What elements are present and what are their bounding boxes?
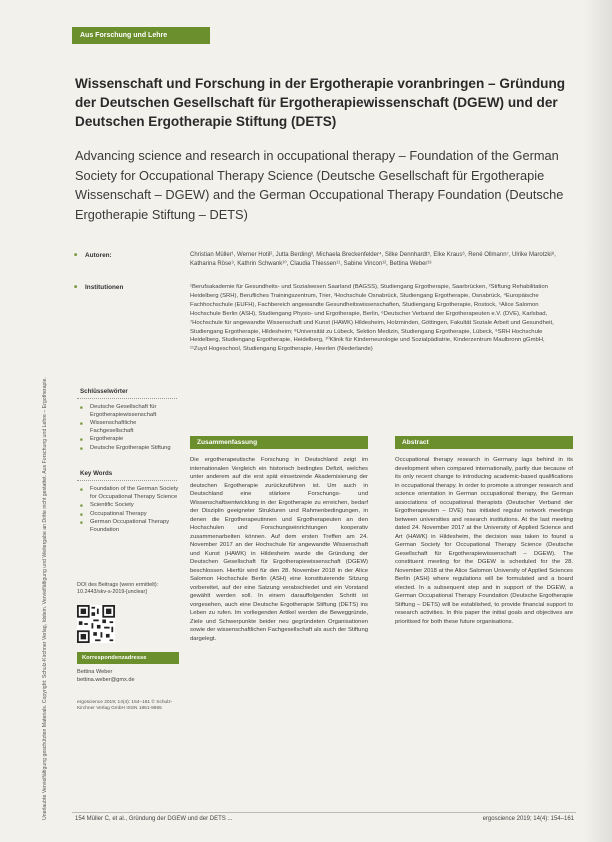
keywords-german-heading: Schlüsselwörter: [80, 388, 128, 395]
keyword-item: ■ German Occupational Therapy Foundation: [80, 519, 180, 534]
keyword-item: ■ Foundation of the German Society for Occupational Therapy Science: [80, 486, 180, 501]
keyword-item: ■ Occupational Therapy: [80, 511, 180, 519]
correspondence-heading: Korrespondenzadresse: [77, 652, 179, 664]
keyword-item: ■ Wissenschaftliche Fachgesellschaft: [80, 420, 180, 435]
keywords-english-heading: Key Words: [80, 470, 113, 477]
institution-list: ¹Berufsakademie für Gesundheits- und Sozialwesen Saarland (BAGSS), Studiengang Ergotherapie, Saarbrücken, ²Stiftung Rehabilitation Heidelberg (SRH), Berufliches Trainingszentrum, Trier, ³Hochschule Osnabrück, Studiengang Ergotherapie, Osnabrück, ⁴Europäische Fachhochschule (EUFH), Fachbereich angewandte Gesundheitswissenschaften, Studiengang Ergotherapie, Rostock, ⁵Alice Salomon Hochschule Berlin (ASH), Studiengang Physio- und Ergotherapie, Berlin, ⁶Deutscher Verband der Ergotherapeuten e.V. (DVE), Karlsbad, ⁷Hochschule für angewandte Wissenschaft und Kunst (HAWK) Hildesheim, Holzminden, Göttingen, Fakultät Soziale Arbeit und Gesundheit, Studiengang Ergotherapie, Hildesheim; ⁸Universität zu Lübeck, Sektion Medizin, Studiengang Ergotherapie, Lübeck, ⁹SRH Hochschule Heidelberg, Studiengang Ergotherapie, Heidelberg, ¹⁰Klinik für Kinderneurologie und Sozialpädiatrie, Kinderzentrum Maulbronn gGmbH, ¹¹Zuyd Hogeschool, Studiengang Ergotherapie, Heerlen (Niederlande): [190, 284, 554, 353]
side-note-text: Unerlaubte Vervielfältigung geschützten Materials. Copyright: Schulz-Kirchner Verlag, Idstein. Vervielfältigung und Weitergabe an Dritte nicht gestattet. Aus Forschung und Lehre – Ergotherapie.: [42, 377, 48, 820]
copyright-side-note: [30, 40, 48, 830]
journal-meta: ergoscience 2019; 14(4): 154–161 © Schulz-Kirchner Verlag GmbH ISSN 1861-9665: [77, 700, 173, 712]
keyword-item: ■ Deutsche Gesellschaft für Ergotherapiewissenschaft: [80, 404, 180, 419]
correspondence-address: [77, 669, 179, 684]
zusammenfassung-heading: Zusammenfassung: [190, 436, 368, 449]
doi-citation: DOI des Beitrags (wenn ermittelt): 10.2443/skv-s-2019-[unclear]: [77, 582, 159, 596]
footer-journal-info: ergoscience 2019; 14(4): 154–161: [482, 816, 574, 822]
correspondence-name: Bettina Weber: [77, 669, 113, 675]
footer-citation: 154 Müller C, et al., Gründung der DGEW und der DETS ...: [75, 816, 233, 822]
keyword-item: ■ Ergotherapie: [80, 436, 180, 444]
keyword-item: ■ Deutsche Ergotherapie Stiftung: [80, 445, 180, 453]
abstract-paragraph: Occupational therapy research in Germany lags behind in its development when compared internationally, partly due because of its only recent change to introducing academic-based qualifications in occupational therapy. In order to promote a stronger research and science orientation in German occupational therapy, the German associations of occupational therapists (Deutscher Verband der Ergotherapeuten – DVE) has initiated regular network meetings between universities and research institutions. At the last meeting dated 24. November 2017 at the University of Applied Science and Art (HAWK) in Hildesheim, the decision was taken to found a German Society for Occupational Therapy Science (Deutsche Gesellschaft für Ergotherapiewissenschaft – DGEW). The constituent meeting for the DGEW is scheduled for the 28. November 2018 at the Alice Salomon University of Applied Sciences Berlin (ASH) where regulations will be formulated and a board elected. In a subsequent step and in support of the DGEW, a German Occupational Therapy Foundation (Deutsche Ergotherapie Stiftung – DETS) will be established, to provide financial support to research activities. In this paper the initial goals and objectives are prioritised for both these future organisations.: [395, 457, 573, 625]
title-german: Wissenschaft und Forschung in der Ergotherapie voranbringen – Gründung der Deutschen Gesellschaft für Ergotherapiewissenschaft (DGEW) und der Deutschen Ergotherapie Stiftung (DETS): [75, 76, 566, 129]
authors-label: ■ Autoren:: [74, 252, 112, 259]
title-english: Advancing science and research in occupational therapy – Foundation of the German Society for Occupational Therapy Science (Deutsche Gesellschaft für Ergotherapie Wissenschaft – DGEW) and the German Occupational Therapy Foundation (Deutsche Ergotherapie Stiftung – DETS): [75, 148, 564, 222]
keywords-english-list: [80, 486, 180, 536]
correspondence-email[interactable]: bettina.weber@gmx.de: [77, 676, 135, 683]
footer-divider: [72, 812, 576, 813]
page-edge-shade: [584, 0, 612, 842]
zusammenfassung-paragraph: Die ergotherapeutische Forschung in Deutschland zeigt im internationalen Vergleich ein historisch bedingtes Defizit, welches unter anderem auf die erst spät einsetzende Akademisierung der deutschen Ergotherapie zurückzuführen ist. Um auch in Deutschland eine stärkere Forschungs- und Wissenschaftsentwicklung in der Ergotherapie zu erreichen, bedarf der Disziplin geeigneter Strukturen und Rahmenbedingungen, in denen die Ergotherapeutinnen und Ergotherapeuten an den Hochschulen und Forschungseinrichtungen kooperativ zusammenarbeiten können. Auf dem ersten Treffen am 24. November 2017 an der Hochschule für angewandte Wissenschaft und Kunst (HAWK) in Hildesheim wurde die Gründung der Deutschen Gesellschaft für Ergotherapiewissenschaft (DGEW) beschlossen. Hierfür wird für den 28. November 2018 in der Alice Salomon Hochschule Berlin (ASH) eine konstituierende Sitzung vorbereitet, auf der eine Satzung verabschiedet und ein Vorstand gewählt werden soll. In einem darauffolgenden Schritt ist vorgesehen, auch eine Deutsche Ergotherapie Stiftung (DETS) ins Leben zu rufen. Im vorliegenden Artikel werden die Beweggründe, Ziele und Schwerpunkte beider neu gegründeten Organisationen sowie der wissenschaftlichen Fachgesellschaft als auch der Stiftung dargelegt.: [190, 457, 368, 642]
section-tag: Aus Forschung und Lehre: [72, 27, 210, 44]
keywords-divider: [77, 398, 177, 399]
author-list: Christian Müller¹, Werner Hotil², Jutta Berding³, Michaela Breckenfelder⁴, Silke Dennhardt⁵, Elke Kraus⁶, René Ollmann⁷, Ulrike Marotzki⁸, Katharina Röse⁹, Kathrin Schwank¹⁰, Claudia Thiessen¹¹, Sabine Vincon¹², Bettina Weber¹³: [190, 252, 556, 267]
keyword-item: ■ Scientific Society: [80, 502, 180, 510]
qr-code[interactable]: [77, 605, 115, 643]
keywords-divider: [77, 480, 177, 481]
abstract-text: [395, 456, 573, 626]
abstract-heading: Abstract: [395, 436, 573, 449]
institutions-label: ■ Institutionen: [74, 284, 123, 291]
keywords-german-list: [80, 404, 180, 454]
zusammenfassung-text: [190, 456, 368, 643]
